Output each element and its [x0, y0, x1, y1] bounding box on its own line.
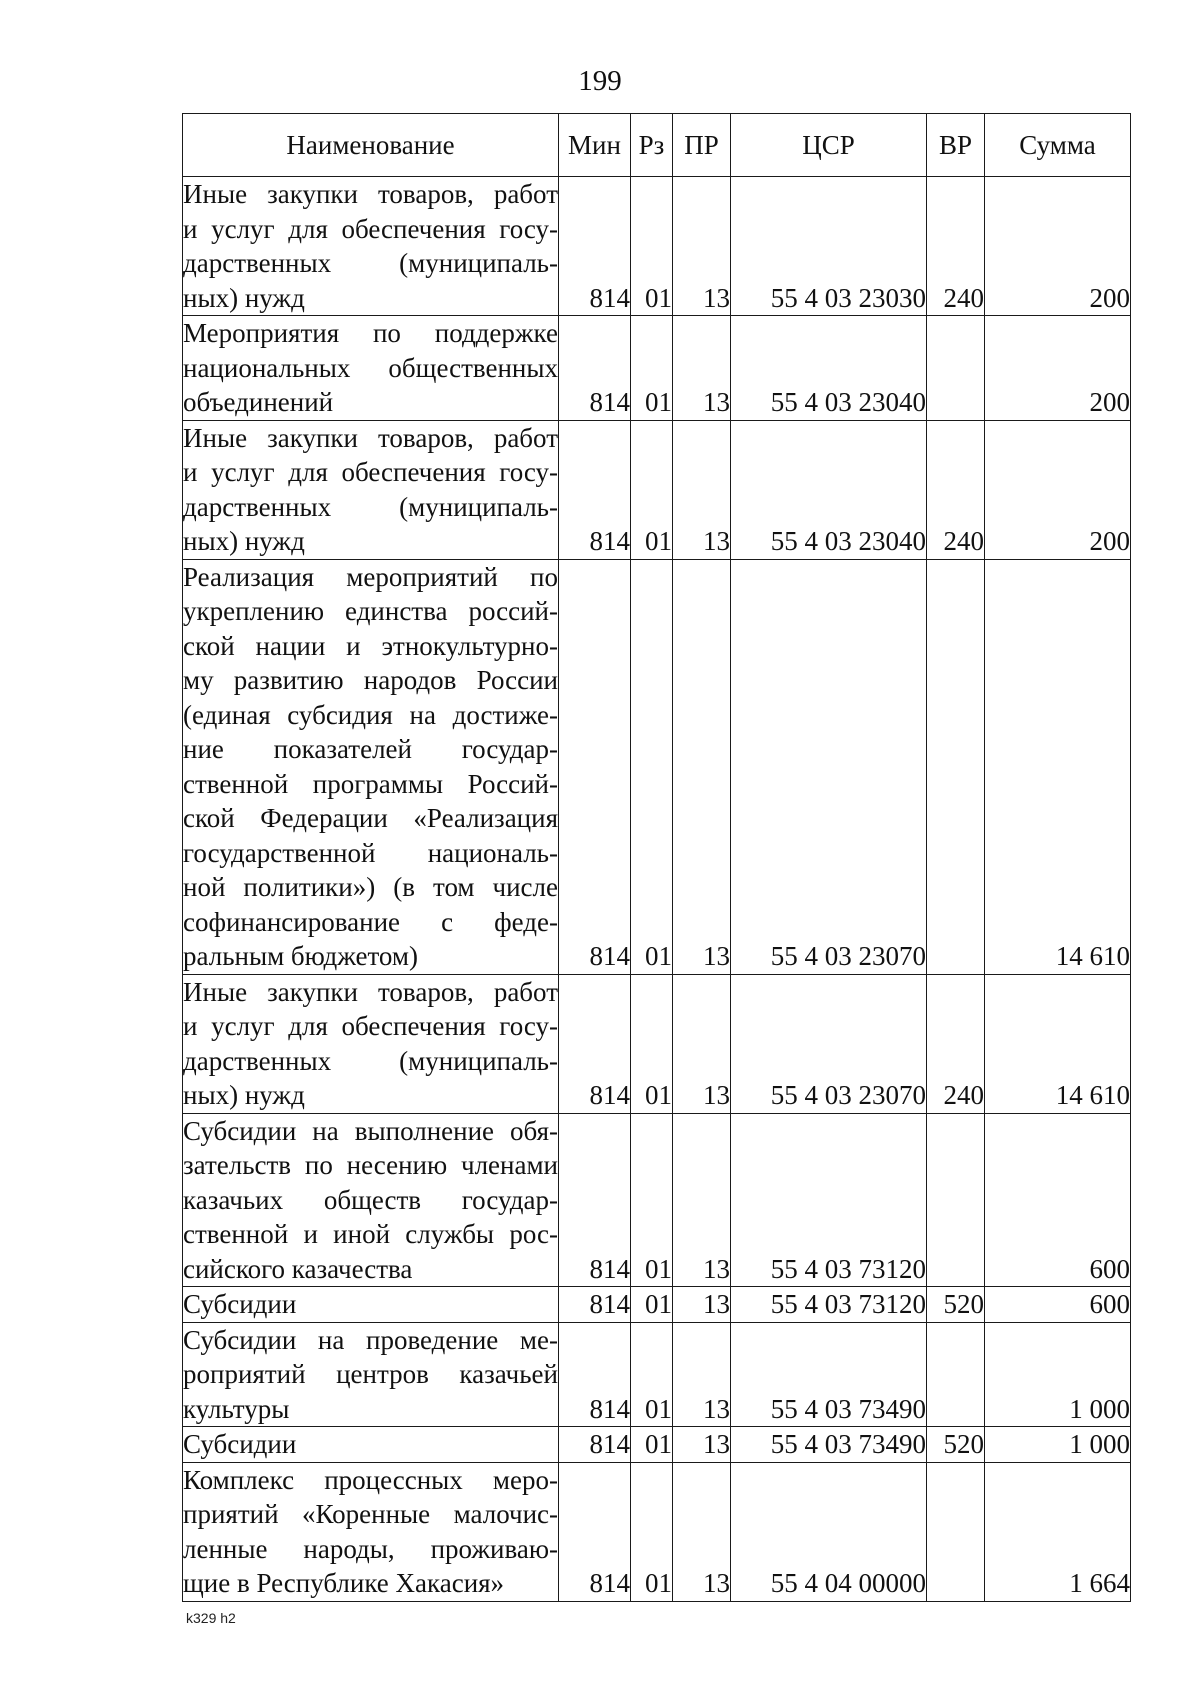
row-rz: 01 [631, 177, 673, 316]
row-sum: 14 610 [985, 974, 1131, 1113]
row-vr: 520 [927, 1287, 985, 1323]
table-row [183, 316, 1131, 421]
row-sum: 200 [985, 316, 1131, 421]
row-pr: 13 [673, 420, 731, 559]
table-row [183, 559, 1131, 974]
row-name-line: государственной националь- [183, 837, 558, 868]
row-name-line: Субсидии на выполнение обя- [183, 1115, 558, 1146]
row-vr [927, 1462, 985, 1601]
row-name-line: ных) нужд [183, 1080, 305, 1110]
row-name-line: Иные закупки товаров, работ [183, 976, 558, 1007]
row-rz: 01 [631, 420, 673, 559]
row-name-line: му развитию народов России [183, 665, 558, 695]
header-name: Наименование [183, 114, 559, 177]
row-csr: 55 4 03 73120 [731, 1287, 927, 1323]
row-name-line: ние показателей государ- [183, 734, 558, 764]
row-min: 814 [559, 1322, 631, 1427]
row-sum: 200 [985, 177, 1131, 316]
row-min: 814 [559, 1287, 631, 1323]
row-name [183, 1322, 559, 1427]
page-number: 199 [578, 65, 622, 97]
row-name [183, 420, 559, 559]
table-row [183, 974, 1131, 1113]
row-name-line: ленные народы, проживаю- [183, 1533, 558, 1564]
row-pr: 13 [673, 1427, 731, 1463]
row-sum: 1 664 [985, 1462, 1131, 1601]
row-name-line: ственной и иной службы рос- [183, 1219, 558, 1249]
row-vr [927, 316, 985, 421]
row-name-line: роприятий центров казачьей [183, 1359, 558, 1389]
row-name [183, 974, 559, 1113]
row-name-line: щие в Республике Хакасия» [183, 1568, 505, 1598]
row-rz: 01 [631, 1113, 673, 1287]
row-name-line: национальных общественных [183, 352, 558, 383]
row-name-line: объединений [183, 387, 334, 417]
table-row [183, 1462, 1131, 1601]
row-csr: 55 4 03 73490 [731, 1427, 927, 1463]
row-rz: 01 [631, 559, 673, 974]
table-row [183, 177, 1131, 316]
row-name-line: Иные закупки товаров, работ [183, 422, 558, 453]
row-name [183, 559, 559, 974]
row-csr: 55 4 03 73490 [731, 1322, 927, 1427]
row-rz: 01 [631, 1322, 673, 1427]
row-name-line: ных) нужд [183, 282, 305, 313]
table-row [183, 1113, 1131, 1287]
row-sum: 200 [985, 420, 1131, 559]
row-name-line: ной политики») (в том числе [183, 872, 558, 902]
row-name [183, 177, 559, 316]
row-min: 814 [559, 1427, 631, 1463]
row-name-line: ных) нужд [183, 526, 305, 556]
row-name-line: культуры [183, 1393, 290, 1424]
row-name-line: Иные закупки товаров, работ [183, 179, 558, 209]
budget-table [182, 113, 1131, 1602]
row-pr: 13 [673, 1113, 731, 1287]
row-name-line: дарственных (муниципаль- [183, 491, 558, 522]
row-pr: 13 [673, 1462, 731, 1601]
row-vr [927, 559, 985, 974]
row-name-line: приятий «Коренные малочис- [183, 1499, 558, 1529]
row-csr: 55 4 04 00000 [731, 1462, 927, 1601]
row-min: 814 [559, 559, 631, 974]
row-csr: 55 4 03 23040 [731, 316, 927, 421]
row-rz: 01 [631, 1462, 673, 1601]
table-body [183, 177, 1131, 1602]
row-sum: 1 000 [985, 1427, 1131, 1463]
row-name [183, 316, 559, 421]
row-pr: 13 [673, 974, 731, 1113]
row-name-line: и услуг для обеспечения госу- [183, 1011, 558, 1041]
header-rz: Рз [631, 114, 673, 177]
header-pr: ПР [673, 114, 731, 177]
row-sum: 600 [985, 1287, 1131, 1323]
row-min: 814 [559, 974, 631, 1113]
row-name-line: ственной программы Россий- [183, 768, 558, 799]
row-csr: 55 4 03 23070 [731, 974, 927, 1113]
header-min: Мин [559, 114, 631, 177]
row-pr: 13 [673, 177, 731, 316]
row-sum: 1 000 [985, 1322, 1131, 1427]
row-name-line: ской Федерации «Реализация [183, 803, 558, 833]
header-vr: ВР [927, 114, 985, 177]
row-csr: 55 4 03 23030 [731, 177, 927, 316]
row-name-line: укреплению единства россий- [183, 596, 558, 626]
row-pr: 13 [673, 316, 731, 421]
row-name-line: дарственных (муниципаль- [183, 248, 558, 278]
row-name-line: Мероприятия по поддержке [183, 318, 558, 348]
row-pr: 13 [673, 559, 731, 974]
table-row [183, 1322, 1131, 1427]
row-name-line: и услуг для обеспечения госу- [183, 457, 558, 487]
header-row [183, 114, 1131, 177]
table-row [183, 1427, 1131, 1463]
row-vr: 240 [927, 974, 985, 1113]
row-min: 814 [559, 1113, 631, 1287]
row-sum: 600 [985, 1113, 1131, 1287]
row-name-line: казачьих обществ государ- [183, 1184, 558, 1215]
row-rz: 01 [631, 974, 673, 1113]
row-rz: 01 [631, 1427, 673, 1463]
row-name-line: ральным бюджетом) [183, 941, 418, 971]
row-name [183, 1113, 559, 1287]
row-name [183, 1462, 559, 1601]
row-vr: 240 [927, 420, 985, 559]
row-vr: 520 [927, 1427, 985, 1463]
row-name [183, 1427, 559, 1463]
row-name-line: дарственных (муниципаль- [183, 1045, 558, 1076]
row-csr: 55 4 03 23070 [731, 559, 927, 974]
row-name-line: Реализация мероприятий по [183, 561, 558, 592]
row-csr: 55 4 03 73120 [731, 1113, 927, 1287]
row-name-line: Субсидии [183, 1429, 297, 1459]
table-row [183, 1287, 1131, 1323]
row-vr [927, 1113, 985, 1287]
row-name [183, 1287, 559, 1323]
table-row [183, 420, 1131, 559]
row-min: 814 [559, 316, 631, 421]
row-rz: 01 [631, 1287, 673, 1323]
row-pr: 13 [673, 1287, 731, 1323]
row-min: 814 [559, 1462, 631, 1601]
row-min: 814 [559, 420, 631, 559]
footer-code: k329 h2 [186, 1610, 236, 1626]
header-sum: Сумма [985, 114, 1131, 177]
row-name-line: и услуг для обеспечения госу- [183, 213, 558, 244]
row-name-line: Комплекс процессных меро- [183, 1464, 558, 1495]
row-name-line: Субсидии на проведение ме- [183, 1324, 558, 1355]
row-sum: 14 610 [985, 559, 1131, 974]
row-name-line: софинансирование с феде- [183, 906, 558, 937]
row-name-line: ской нации и этнокультурно- [183, 630, 558, 661]
row-name-line: Субсидии [183, 1289, 297, 1319]
row-csr: 55 4 03 23040 [731, 420, 927, 559]
row-pr: 13 [673, 1322, 731, 1427]
row-name-line: зательств по несению членами [183, 1150, 558, 1180]
row-vr [927, 1322, 985, 1427]
row-vr: 240 [927, 177, 985, 316]
header-csr: ЦСР [731, 114, 927, 177]
row-name-line: (единая субсидия на достиже- [183, 699, 558, 730]
row-rz: 01 [631, 316, 673, 421]
row-name-line: сийского казачества [183, 1253, 413, 1284]
row-min: 814 [559, 177, 631, 316]
